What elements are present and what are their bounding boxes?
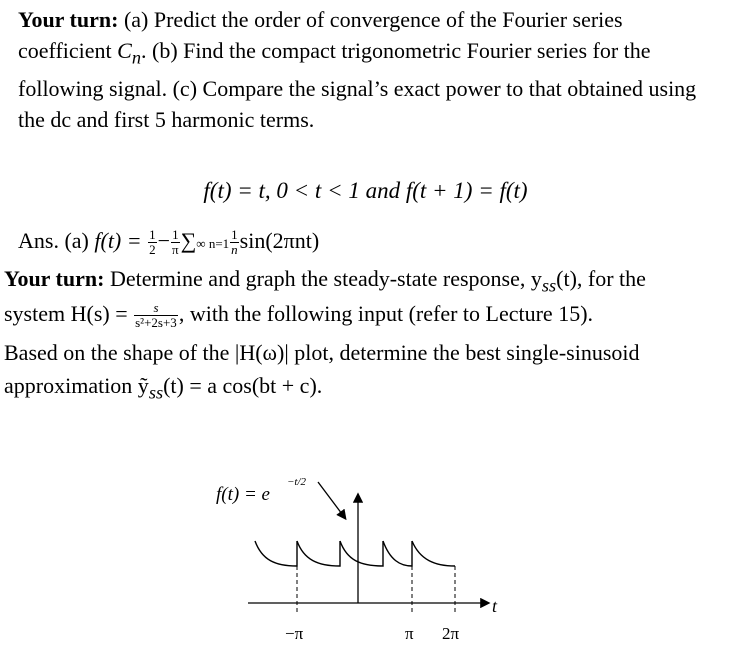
turn2-line-4: approximation ỹ$_{ss}$(t) = a cos(bt + c). xyxy=(4,373,323,403)
fraction-1-2: $\frac{1}{2}$ xyxy=(149,227,156,258)
t-axis-label: t xyxy=(492,596,498,616)
exponent-label: −t/2 xyxy=(287,476,307,488)
sum-limits: ∞ n=1 xyxy=(196,236,230,251)
cn-subscript: n xyxy=(131,47,142,68)
your-turn-label-2: Your turn: xyxy=(4,266,105,291)
fraction-1-n: $\frac{1}{n}$ xyxy=(231,227,238,258)
decay-segment-2 xyxy=(297,541,340,566)
sum-symbol: ∑ xyxy=(180,228,197,253)
answer-lhs: f(t) = xyxy=(94,228,142,253)
tick-pi: π xyxy=(405,624,414,643)
decay-segment-3 xyxy=(340,541,383,566)
fraction-1-pi: $\frac{1}{\pi}$ xyxy=(172,227,179,258)
para-text-2: . (b) Find the compact trigonometric Fourier series for the following signal. (c) Compare the signal’s exact power to that obtained using the dc and first 5 harmonic terms. xyxy=(18,38,697,133)
function-label: f(t) = e xyxy=(216,484,270,505)
turn2-line-2: system H(s) = $\frac{s}{\text{s²+2s+3}}$ , with the following input (refer to Lecture 15). xyxy=(4,300,594,331)
decay-segment-4 xyxy=(383,541,412,566)
signal-equation: f(t) = t, 0 < t < 1 and f(t + 1) = f(t) xyxy=(203,178,528,203)
transfer-function-fraction: $\frac{s}{\text{s²+2s+3}}$ xyxy=(135,300,177,331)
sin-term: sin(2πnt) xyxy=(239,228,320,253)
tick-2pi: 2π xyxy=(442,624,460,643)
para-text-1: (a) Predict the order of convergence of the Fourier series coefficient xyxy=(18,7,623,63)
cn-symbol: C xyxy=(117,38,132,63)
minus-sign: − xyxy=(157,228,171,253)
decay-segment-1 xyxy=(255,541,297,566)
your-turn-label: Your turn: xyxy=(18,7,119,32)
decay-segment-5 xyxy=(412,541,455,566)
answer-prefix: Ans. (a) xyxy=(18,228,95,253)
turn2-line-3: Based on the shape of the |H(ω)| plot, determine the best single-sinusoid xyxy=(4,340,640,365)
tick-neg-pi: −π xyxy=(285,624,304,643)
turn2-line-1: Your turn: Determine and graph the steady-state response, $y_{ss}(t)$, for the xyxy=(4,266,646,296)
pointer-arrow xyxy=(318,482,345,518)
